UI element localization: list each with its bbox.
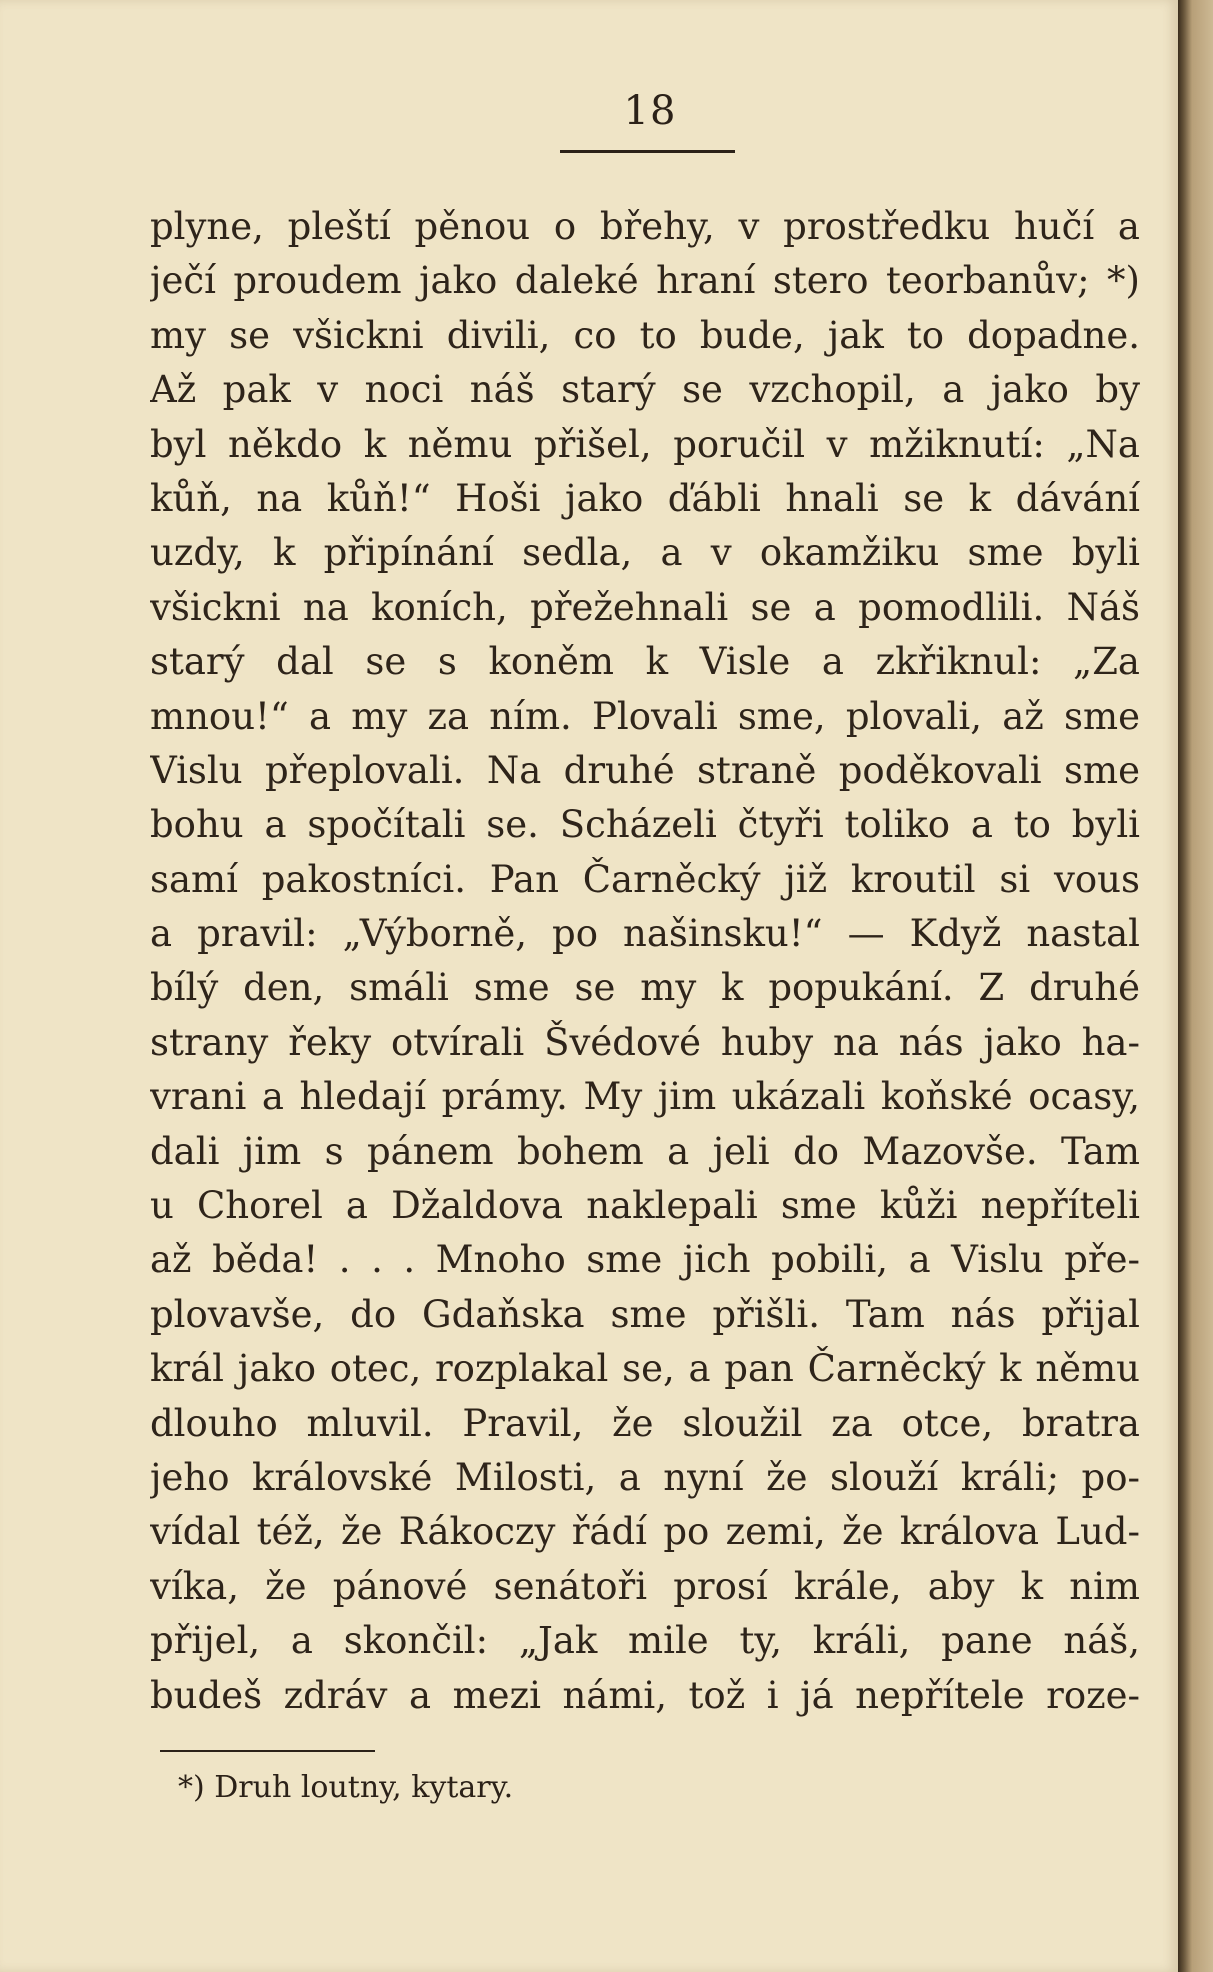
- text-line: vídal též, že Rákoczy řádí po zemi, že králova Lud-: [150, 1510, 1140, 1554]
- text-line: a pravil: „Výborně, po našinsku!“ — Když nastal: [150, 912, 1140, 956]
- text-line: jeho královské Milosti, a nyní že slouží králi; po-: [150, 1455, 1140, 1499]
- text-line: mnou!“ a my za ním. Plovali sme, plovali, až sme: [150, 694, 1140, 738]
- text-line: vrani a hledají prámy. My jim ukázali koňské ocasy,: [150, 1075, 1140, 1119]
- text-line: bílý den, smáli sme se my k popukání. Z druhé: [150, 966, 1140, 1010]
- text-line: strany řeky otvírali Švédové huby na nás jako ha-: [150, 1020, 1140, 1064]
- footnote: *) Druh loutny, kytary.: [178, 1770, 514, 1805]
- text-line: u Chorel a Džaldova naklepali sme kůži nepříteli: [150, 1184, 1140, 1228]
- text-line: my se všickni divili, co to bude, jak to dopadne.: [150, 313, 1140, 357]
- text-line: budeš zdráv a mezi námi, tož i já nepřítele roze-: [150, 1673, 1140, 1717]
- page-number: 18: [623, 88, 677, 134]
- body-text: [150, 200, 1140, 1723]
- text-line: ječí proudem jako daleké hraní stero teorbanův; *): [150, 259, 1140, 303]
- text-line: až běda! . . . Mnoho sme jich pobili, a Vislu pře-: [150, 1238, 1140, 1282]
- text-line: víka, že pánové senátoři prosí krále, aby k nim: [150, 1564, 1140, 1608]
- text-line: Vislu přeplovali. Na druhé straně poděkovali sme: [150, 748, 1140, 792]
- text-line: dlouho mluvil. Pravil, že sloužil za otce, bratra: [150, 1401, 1140, 1445]
- text-line: přijel, a skončil: „Jak mile ty, králi, pane náš,: [150, 1619, 1140, 1663]
- text-line: bohu a spočítali se. Scházeli čtyři toliko a to byli: [150, 803, 1140, 847]
- text-line: samí pakostníci. Pan Čarněcký již kroutil si vous: [150, 857, 1140, 901]
- text-line: starý dal se s koněm k Visle a zkřiknul: „Za: [150, 640, 1140, 684]
- text-line: král jako otec, rozplakal se, a pan Čarněcký k němu: [150, 1347, 1140, 1391]
- text-line: všickni na koních, přežehnali se a pomodlili. Náš: [150, 585, 1140, 629]
- text-line: byl někdo k němu přišel, poručil v mžiknutí: „Na: [150, 422, 1140, 466]
- header-rule: [560, 150, 735, 153]
- text-line: plovavše, do Gdaňska sme přišli. Tam nás přijal: [150, 1292, 1140, 1336]
- page-edge: [1178, 0, 1213, 1972]
- text-line: uzdy, k připínání sedla, a v okamžiku sme byli: [150, 531, 1140, 575]
- text-line: plyne, pleští pěnou o břehy, v prostředku hučí a: [150, 205, 1140, 248]
- text-line: dali jim s pánem bohem a jeli do Mazovše. Tam: [150, 1129, 1140, 1173]
- text-line: Až pak v noci náš starý se vzchopil, a jako by: [150, 368, 1140, 412]
- text-line: kůň, na kůň!“ Hoši jako ďábli hnali se k dávání: [150, 476, 1140, 520]
- footnote-rule: [160, 1750, 375, 1752]
